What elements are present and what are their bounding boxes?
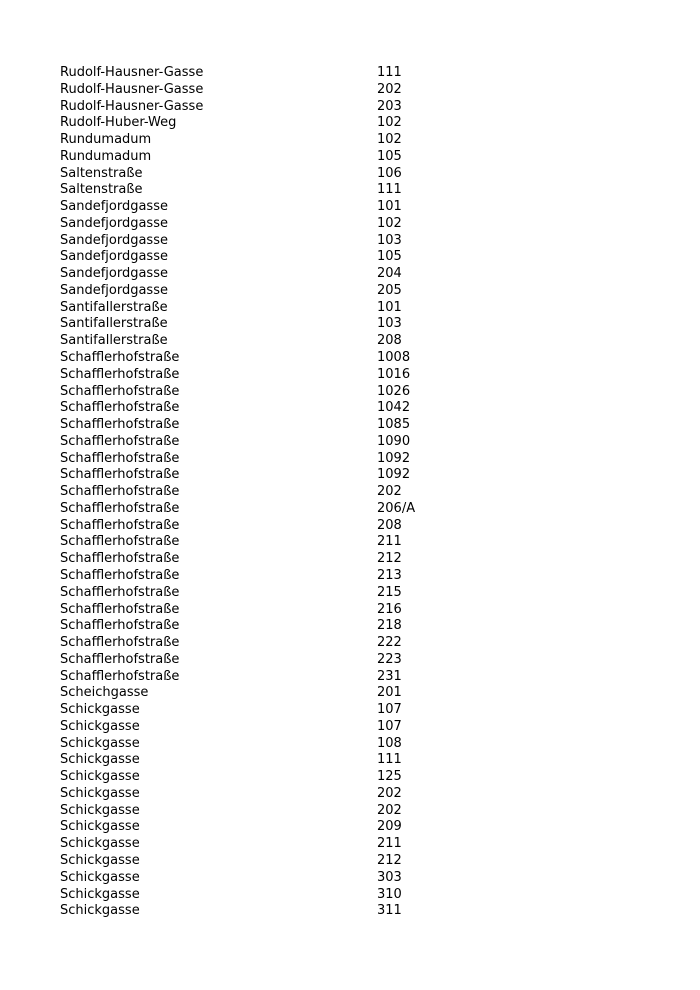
street-name: Schickgasse [60,735,140,751]
house-number: 1090 [377,433,411,449]
address-list [60,65,660,920]
list-item [60,149,660,166]
house-number: 1026 [377,383,411,399]
street-name: Schickgasse [60,886,140,902]
street-name: Sandefjordgasse [60,232,168,248]
house-number: 209 [377,819,402,835]
list-item [60,836,660,853]
list-item [60,786,660,803]
street-name: Schickgasse [60,802,140,818]
list-item [60,602,660,619]
street-name: Schafflerhofstraße [60,467,180,483]
street-name: Schafflerhofstraße [60,651,180,667]
house-number: 208 [377,517,402,533]
street-name: Schafflerhofstraße [60,567,180,583]
street-name: Schafflerhofstraße [60,350,180,366]
list-item [60,736,660,753]
street-name: Schafflerhofstraße [60,400,180,416]
street-name: Sandefjordgasse [60,266,168,282]
street-name: Schickgasse [60,752,140,768]
house-number: 222 [377,635,402,651]
house-number: 203 [377,98,402,114]
street-name: Schafflerhofstraße [60,417,180,433]
house-number: 202 [377,802,402,818]
list-item [60,82,660,99]
list-item [60,819,660,836]
house-number: 101 [377,299,402,315]
list-item [60,384,660,401]
list-item [60,803,660,820]
street-name: Scheichgasse [60,685,149,701]
house-number: 106 [377,165,402,181]
list-item [60,585,660,602]
house-number: 111 [377,65,402,80]
street-name: Rudolf-Hausner-Gasse [60,65,204,80]
street-name: Saltenstraße [60,182,143,198]
street-name: Schafflerhofstraße [60,517,180,533]
list-item [60,182,660,199]
house-number: 1092 [377,467,411,483]
house-number: 202 [377,785,402,801]
list-item [60,65,660,82]
list-item [60,551,660,568]
house-number: 102 [377,215,402,231]
house-number: 218 [377,618,402,634]
list-item [60,635,660,652]
house-number: 125 [377,769,402,785]
list-item [60,350,660,367]
house-number: 212 [377,852,402,868]
street-name: Schickgasse [60,819,140,835]
house-number: 1092 [377,450,411,466]
house-number: 211 [377,836,402,852]
house-number: 311 [377,903,402,919]
house-number: 216 [377,601,402,617]
list-item [60,216,660,233]
house-number: 107 [377,702,402,718]
list-item [60,870,660,887]
street-name: Schafflerhofstraße [60,601,180,617]
list-item [60,99,660,116]
house-number: 303 [377,869,402,885]
house-number: 102 [377,132,402,148]
street-name: Santifallerstraße [60,316,168,332]
list-item [60,400,660,417]
house-number: 212 [377,551,402,567]
list-item [60,434,660,451]
street-name: Schafflerhofstraße [60,584,180,600]
list-item [60,719,660,736]
list-item [60,702,660,719]
street-name: Schafflerhofstraße [60,618,180,634]
list-item [60,199,660,216]
street-name: Schafflerhofstraße [60,450,180,466]
street-name: Rudolf-Huber-Weg [60,115,177,131]
list-item [60,166,660,183]
list-item [60,233,660,250]
house-number: 1016 [377,366,411,382]
street-name: Schickgasse [60,702,140,718]
list-item [60,652,660,669]
house-number: 1085 [377,417,411,433]
street-name: Sandefjordgasse [60,199,168,215]
house-number: 108 [377,735,402,751]
list-item [60,618,660,635]
street-name: Schafflerhofstraße [60,433,180,449]
house-number: 201 [377,685,402,701]
list-item [60,283,660,300]
house-number: 204 [377,266,402,282]
street-name: Schafflerhofstraße [60,551,180,567]
list-item [60,769,660,786]
house-number: 1042 [377,400,411,416]
house-number: 213 [377,567,402,583]
house-number: 105 [377,148,402,164]
list-item [60,853,660,870]
house-number: 205 [377,282,402,298]
street-name: Sandefjordgasse [60,215,168,231]
house-number: 206/A [377,500,416,516]
house-number: 103 [377,232,402,248]
house-number: 111 [377,752,402,768]
list-item [60,903,660,920]
list-item [60,685,660,702]
street-name: Schafflerhofstraße [60,500,180,516]
street-name: Saltenstraße [60,165,143,181]
list-item [60,417,660,434]
list-item [60,484,660,501]
house-number: 111 [377,182,402,198]
street-name: Rundumadum [60,148,152,164]
street-name: Schafflerhofstraße [60,534,180,550]
street-name: Schickgasse [60,718,140,734]
list-item [60,451,660,468]
street-name: Schickgasse [60,903,140,919]
house-number: 231 [377,668,402,684]
house-number: 202 [377,81,402,97]
list-item [60,501,660,518]
street-name: Schickgasse [60,769,140,785]
house-number: 1008 [377,350,411,366]
list-item [60,249,660,266]
house-number: 105 [377,249,402,265]
list-item [60,887,660,904]
list-item [60,518,660,535]
list-item [60,568,660,585]
street-name: Santifallerstraße [60,299,168,315]
house-number: 310 [377,886,402,902]
list-item [60,316,660,333]
street-name: Schafflerhofstraße [60,484,180,500]
street-name: Santifallerstraße [60,333,168,349]
street-name: Schickgasse [60,852,140,868]
house-number: 215 [377,584,402,600]
street-name: Schickgasse [60,836,140,852]
street-name: Schafflerhofstraße [60,366,180,382]
list-item [60,300,660,317]
list-item [60,132,660,149]
list-item [60,266,660,283]
list-item [60,534,660,551]
street-name: Schafflerhofstraße [60,383,180,399]
house-number: 211 [377,534,402,550]
house-number: 107 [377,718,402,734]
house-number: 102 [377,115,402,131]
house-number: 101 [377,199,402,215]
list-item [60,333,660,350]
street-name: Schickgasse [60,785,140,801]
street-name: Rudolf-Hausner-Gasse [60,98,204,114]
street-name: Schafflerhofstraße [60,635,180,651]
list-item [60,669,660,686]
street-name: Schafflerhofstraße [60,668,180,684]
street-name: Rudolf-Hausner-Gasse [60,81,204,97]
list-item [60,467,660,484]
street-name: Rundumadum [60,132,152,148]
street-name: Sandefjordgasse [60,282,168,298]
list-item [60,115,660,132]
list-item [60,752,660,769]
house-number: 208 [377,333,402,349]
street-name: Schickgasse [60,869,140,885]
street-name: Sandefjordgasse [60,249,168,265]
house-number: 223 [377,651,402,667]
list-item [60,367,660,384]
house-number: 103 [377,316,402,332]
house-number: 202 [377,484,402,500]
